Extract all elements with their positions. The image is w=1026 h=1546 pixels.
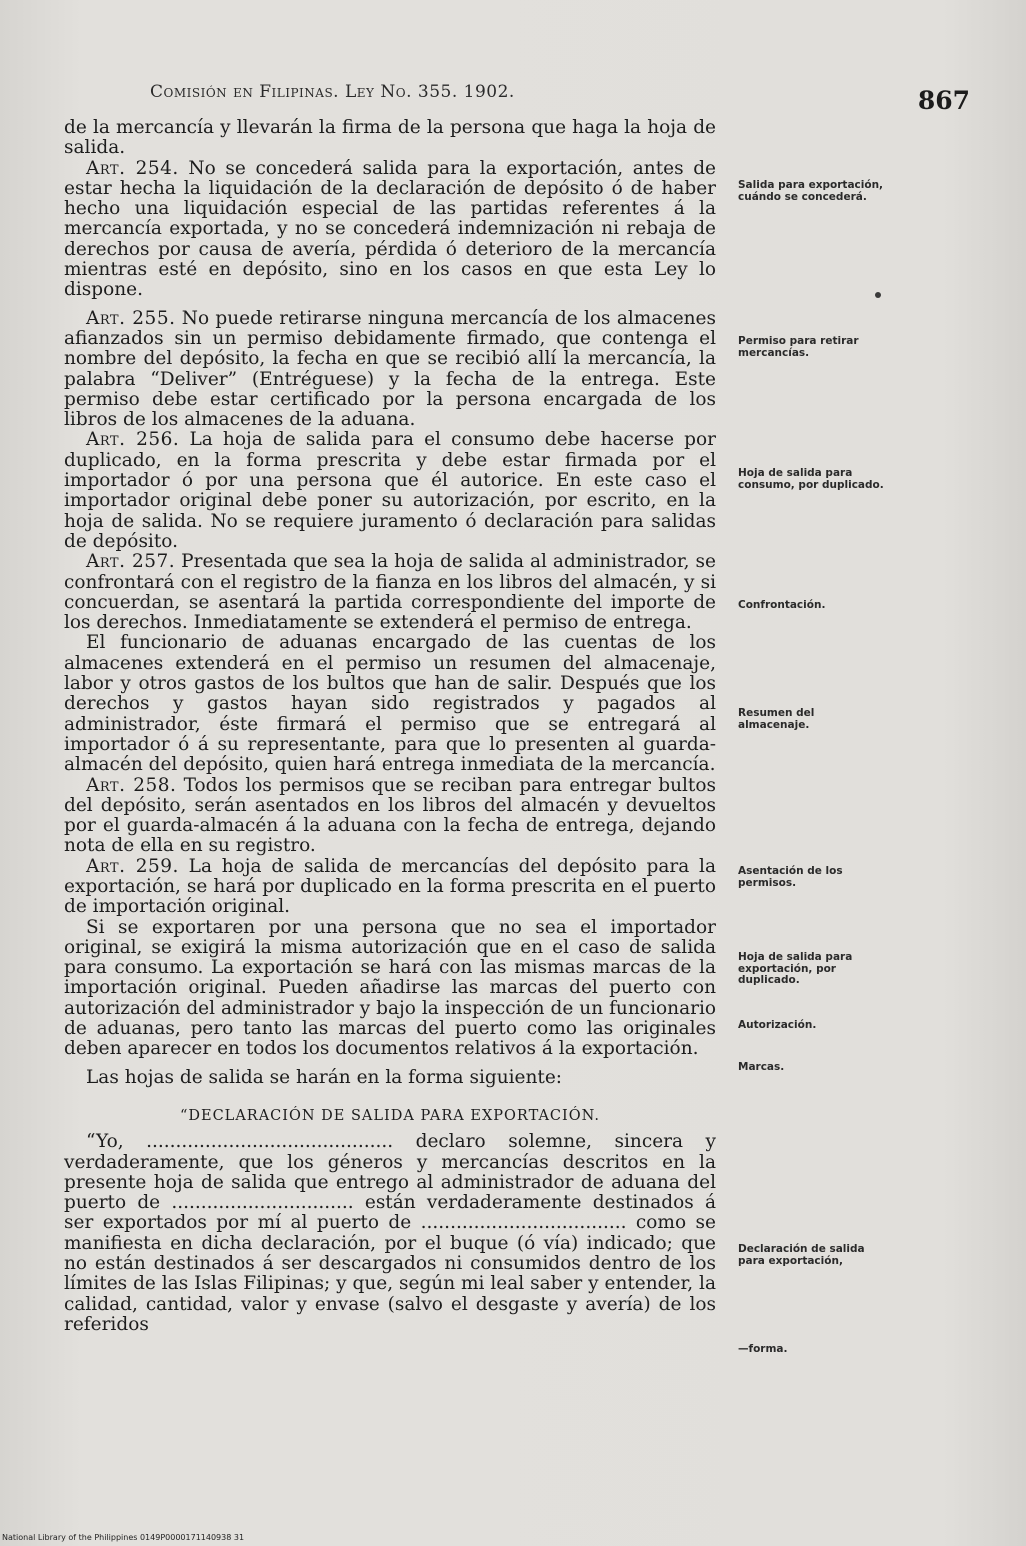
article-257 bbox=[64, 552, 716, 633]
article-label: Art. 255. bbox=[86, 307, 176, 329]
margin-note-marcas: Marcas. bbox=[738, 1061, 785, 1073]
margin-note-declaracion: Declaración de salida para exportación, bbox=[738, 1243, 865, 1267]
article-label: Art. 258. bbox=[86, 774, 177, 796]
article-text: Presentada que sea la hoja de salida al administrador, se confrontará con el registro de la fianza en los libros del almacén, y si concuerdan, se asentará la partida correspondiente del importe de los derechos. Inmediatamente se extenderá el permiso de entrega. bbox=[64, 551, 716, 634]
article-text: Todos los permisos que se reciban para entregar bultos del depósito, serán asentados en los libros del almacén y devueltos por el guarda-almacén á la aduana con la fecha de entrega, dejando nota de ella en su registro. bbox=[64, 774, 716, 857]
article-text: La hoja de salida para el consumo debe hacerse por duplicado, en la forma prescrita y debe estar firmada por el importador ó por una persona que él autorice. En este caso el importador original debe poner su autorización, por escrito, en la hoja de salida. No se requiere juramento ó declaración para salidas de depósito. bbox=[64, 429, 716, 552]
article-label: Art. 259. bbox=[86, 855, 179, 877]
paragraph-continuation: de la mercancía y llevarán la firma de la persona que haga la hoja de salida. bbox=[64, 117, 716, 159]
article-258 bbox=[64, 776, 716, 857]
article-256 bbox=[64, 430, 716, 552]
article-label: Art. 256. bbox=[86, 429, 180, 451]
margin-note-autorizacion: Autorización. bbox=[738, 1019, 817, 1031]
paragraph-funcionario: El funcionario de aduanas encargado de las cuentas de los almacenes extenderá en el permiso un resumen del almacenaje, labor y otros gastos de los bultos que han de salir. Después que los derechos y gastos hayan sido registrados y pagados al administrador, éste firmará el permiso que se entregará al importador ó á su representante, para que lo presenten al guarda-almacén del depósito, quien hará entrega inmediata de la mercancía. bbox=[64, 632, 716, 776]
form-text: “Yo, .......................................... declaro solemne, sincera y verdaderamente, que los géneros y mercancías descritos en la presente hoja de salida que entrego al administrador de aduana del puerto de ............................... están verdaderamente destinados á ser exportados por mí al puerto de ................................... como se manifiesta en dicha declaración, por el buque (ó vía) indicado; que no están destinados á ser descargados ni consumidos dentro de los límites de las Islas Filipinas; y que, según mi leal saber y entender, la calidad, cantidad, valor y envase (salvo el desgaste y avería) de los referidos bbox=[64, 1131, 716, 1335]
margin-note-hoja-exportacion: Hoja de salida para exportación, por duplicado. bbox=[738, 951, 853, 986]
ink-speck bbox=[875, 292, 881, 298]
paragraph-exportaren: Si se exportaren por una persona que no sea el importador original, se exigirá la misma autorización que en el caso de salida para consumo. La exportación se hará con las mismas marcas de la importación original. Pueden añadirse las marcas del puerto con autorización del administrador y bajo la inspección de un funcionario de aduanas, pero tanto las marcas del puerto como las originales deben aparecer en todos los documentos relativos á la exportación. bbox=[64, 916, 716, 1060]
article-text: La hoja de salida de mercancías del depósito para la exportación, se hará por duplicado en la forma prescrita en el puerto de importación original. bbox=[64, 855, 717, 918]
article-254 bbox=[64, 159, 716, 301]
article-text: No puede retirarse ninguna mercancía de los almacenes afianzados sin un permiso debidamente firmado, que contenga el nombre del depósito, la fecha en que se recibió allí la mercancía, la palabra “Deliver” (Entréguese) y la fecha de la entrega. Este permiso debe estar certificado por la persona encargada de los libros de los almacenes de la aduana. bbox=[64, 307, 717, 431]
running-head: Comisión en Filipinas. Ley No. 355. 1902. bbox=[150, 82, 515, 102]
body-text bbox=[64, 118, 716, 1335]
margin-note-resumen: Resumen del almacenaje. bbox=[738, 707, 815, 731]
margin-note-hoja-consumo: Hoja de salida para consumo, por duplicado. bbox=[738, 467, 884, 491]
margin-note-asentacion: Asentación de los permisos. bbox=[738, 865, 843, 889]
page-number: 867 bbox=[917, 86, 970, 115]
paragraph-hojas: Las hojas de salida se harán en la forma siguiente: bbox=[86, 1066, 563, 1088]
article-label: Art. 254. bbox=[86, 157, 179, 179]
margin-note-salida-exportacion: Salida para exportación, cuándo se concederá. bbox=[738, 179, 884, 203]
form-heading: “DECLARACIÓN DE SALIDA PARA EXPORTACIÓN. bbox=[179, 1107, 601, 1124]
article-255 bbox=[64, 309, 716, 431]
article-text: No se concederá salida para la exportación, antes de estar hecha la liquidación de la declaración de depósito ó de haber hecho una liquidación especial de las partidas referentes á la mercancía exportada, y no se concederá indemnización ni rebaja de derechos por causa de avería, pérdida ó deterioro de la mercancía mientras esté en depósito, sino en los casos en que esta Ley lo dispone. bbox=[64, 157, 716, 301]
margin-note-forma: —forma. bbox=[738, 1343, 788, 1355]
article-259 bbox=[64, 857, 716, 918]
article-label: Art. 257. bbox=[86, 551, 176, 573]
margin-note-confrontacion: Confrontación. bbox=[738, 599, 826, 611]
library-stamp: National Library of the Philippines 0149P0000171140938 31 bbox=[2, 1533, 245, 1542]
margin-note-permiso: Permiso para retirar mercancías. bbox=[738, 335, 859, 359]
